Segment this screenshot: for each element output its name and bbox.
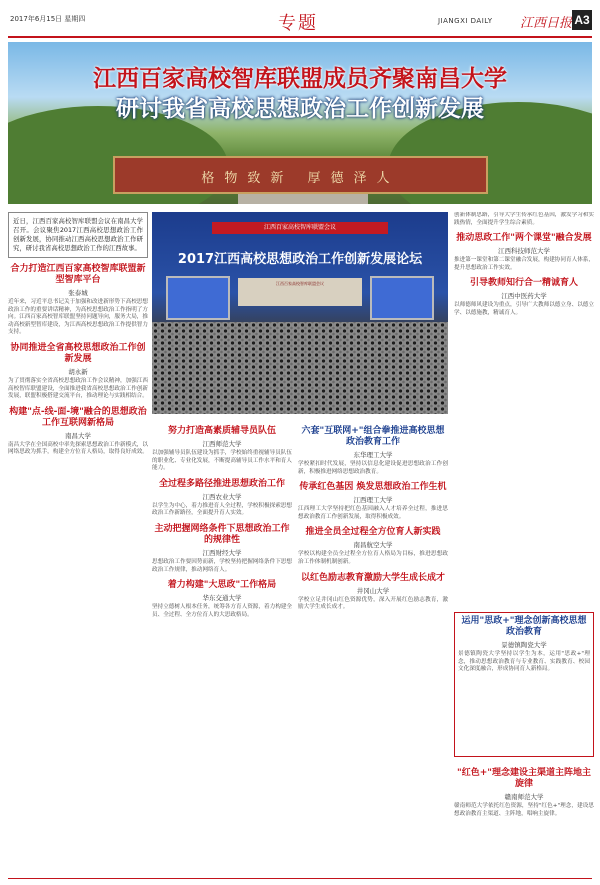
article-title: 着力构建"大思政"工作格局 bbox=[167, 580, 277, 591]
article-author: 东华理工大学 bbox=[353, 451, 393, 459]
paper-logo: 江西日报 bbox=[520, 16, 573, 31]
article-author: 南昌航空大学 bbox=[353, 541, 393, 550]
article-author: 胡永新 bbox=[68, 367, 88, 376]
masthead bbox=[8, 4, 592, 38]
lede-paragraph: 近日，江西百家高校智库联盟会议在南昌大学召开。会议聚焦2017江西高校思想政治工作创新发展，协同推动江西高校思想政治工作研究，研讨我省高校思想政治工作的江西故事。 bbox=[8, 212, 148, 258]
article-body: 学校立足井冈山红色资源优势，深入开展红色励志教育，激励大学生成长成才。 bbox=[298, 596, 448, 611]
article-body: 学校紧扣时代发展，坚持以信息化建设促进思想政治工作创新，积极推进网络思想政治教育。 bbox=[298, 461, 448, 475]
article-author: 江西理工大学 bbox=[353, 496, 393, 505]
article-title: 传承红色基因 焕发思想政治工作生机 bbox=[299, 482, 447, 493]
stage-banner: 江西百家高校智库联盟会议 bbox=[276, 281, 324, 286]
article-title: 引导教师知行合一精诚育人 bbox=[469, 278, 578, 289]
photo-banner: 江西百家高校智库联盟会议 bbox=[212, 222, 388, 234]
article-author: 江西师范大学 bbox=[202, 440, 242, 448]
column-1 bbox=[8, 212, 148, 877]
column-4 bbox=[454, 212, 594, 607]
highlighted-article bbox=[454, 612, 594, 757]
footer-rule bbox=[8, 878, 592, 879]
article-author: 张泰城 bbox=[68, 289, 88, 297]
article-author: 华东交通大学 bbox=[202, 594, 242, 603]
article-author: 井冈山大学 bbox=[356, 586, 390, 595]
audience bbox=[152, 322, 448, 414]
left-screen bbox=[166, 276, 230, 320]
article-body: 创新体制思路，引导大学生传承红色基因，激发学习和实践热情，全面提升学生综合素质。 bbox=[454, 212, 594, 226]
article-body: 以学生为中心，着力推进育人全过程，学校积极探索思想政治工作新路径，全面提升育人实效。 bbox=[152, 502, 292, 517]
article-body: 以师德师风建设为重点，引导广大教师以德立身、以德立学、以德施教，精诚育人。 bbox=[454, 302, 594, 316]
article-body: 江西理工大学坚持把红色基因融入人才培养全过程，推进思想政治教育工作创新发展，取得积极成效。 bbox=[298, 506, 448, 520]
right-screen bbox=[370, 276, 434, 320]
article-author: 江西财经大学 bbox=[202, 548, 242, 557]
article-title: 运用"思政+"理念创新高校思想政治教育 bbox=[461, 616, 587, 637]
gate-inscription: 格物致新 厚德泽人 bbox=[201, 171, 400, 186]
article-title: 推动思政工作"两个课堂"融合发展 bbox=[456, 233, 592, 244]
article-body: 学校以构建全员全过程全方位育人格局为目标，推进思想政治工作体制机制创新。 bbox=[298, 551, 448, 565]
article-body: 近年来，习近平总书记关于加强和改进新形势下高校思想政治工作的重要讲话精神，为高校思想政治工作指明了方向。江西百家高校智库联盟坚持问题导向，服务大局，推动高校新型智库建设，为江西高校思想政治工作提供智力支持。 bbox=[8, 299, 148, 336]
article-body: 南昌大学在全国高校中率先探索思想政治工作新模式，以网络思政为抓手，构建全方位育人格局，取得良好成效。 bbox=[8, 441, 148, 456]
article-title: 协同推进全省高校思想政治工作创新发展 bbox=[10, 342, 146, 364]
forum-photo bbox=[152, 212, 448, 414]
article-title: 努力打造高素质辅导员队伍 bbox=[167, 426, 276, 436]
article-title: 六套"互联网+"组合拳推进高校思想政治教育工作 bbox=[301, 426, 445, 447]
article-author: 南昌大学 bbox=[65, 431, 91, 440]
article-body: 坚持立德树人根本任务，统筹各方育人资源，着力构建全员、全过程、全方位育人的大思政格局。 bbox=[152, 604, 292, 618]
stage bbox=[238, 278, 362, 306]
article-author: 赣南师范大学 bbox=[504, 793, 544, 801]
article-body: 推进第一课堂和第二课堂融合发展，构建协同育人体系，提升思想政治工作实效。 bbox=[454, 257, 594, 271]
article-body: 为了贯彻落实全省高校思想政治工作会议精神，加强江西高校智库联盟建设，全面推进我省高校思想政治工作创新发展，联盟积极搭建交流平台，推动理论与实践相结合。 bbox=[8, 377, 148, 400]
hero-photo bbox=[8, 42, 592, 204]
headline-line1: 江西百家高校智库联盟成员齐聚南昌大学 bbox=[93, 66, 507, 92]
article-title: 全过程多路径推进思想政治工作 bbox=[158, 478, 285, 489]
article-title: 推进全员全过程全方位育人新实践 bbox=[305, 527, 441, 538]
article-title: "红色+"理念建设主渠道主阵地主旋律 bbox=[457, 768, 591, 789]
article-author: 江西中医药大学 bbox=[501, 292, 547, 301]
photo-forum-title: 2017江西高校思想政治工作创新发展论坛 bbox=[177, 252, 423, 267]
column-3 bbox=[298, 420, 448, 877]
article-body: 赣南师范大学依托红色资源，坚持"红色+"理念，建设思想政治教育主渠道、主阵地，唱响主旋律。 bbox=[454, 803, 594, 817]
article-body: 景德镇陶瓷大学坚持以学生为本，运用"思政+"理念，推动思想政治教育与专业教育、实践教育、校园文化深度融合，形成协同育人新格局。 bbox=[458, 651, 590, 673]
section-title: 专题 bbox=[278, 13, 318, 34]
article-author: 景德镇陶瓷大学 bbox=[501, 641, 547, 649]
campus-gate bbox=[113, 156, 488, 194]
article-title: 构建"点-线-面-境"融合的思想政治工作互联网新格局 bbox=[9, 406, 147, 428]
article-title: 合力打造江西百家高校智库联盟新型智库平台 bbox=[10, 264, 146, 285]
article-title: 以红色励志教育激励大学生成长成才 bbox=[300, 572, 445, 583]
headline-line2: 研讨我省高校思想政治工作创新发展 bbox=[116, 96, 484, 122]
article-author: 江西农业大学 bbox=[202, 492, 242, 501]
column-2 bbox=[152, 420, 292, 877]
page-number: A3 bbox=[572, 10, 592, 30]
article-body: 以加强辅导员队伍建设为抓手，学校始终重视辅导员队伍的职业化、专业化发展，不断提高辅导员工作水平和育人能力。 bbox=[152, 450, 292, 472]
issue-date: 2017年6月15日 星期四 bbox=[10, 15, 86, 23]
article-author: 江西科技师范大学 bbox=[498, 247, 550, 256]
road bbox=[238, 194, 368, 204]
article-title: 主动把握网络条件下思想政治工作的规律性 bbox=[154, 523, 290, 545]
article-body: 思想政治工作要因势而新，学校坚持把握网络条件下思想政治工作规律，推动网络育人。 bbox=[152, 558, 292, 573]
column-4-bottom bbox=[454, 762, 594, 877]
paper-name: JIANGXI DAILY bbox=[438, 17, 493, 25]
